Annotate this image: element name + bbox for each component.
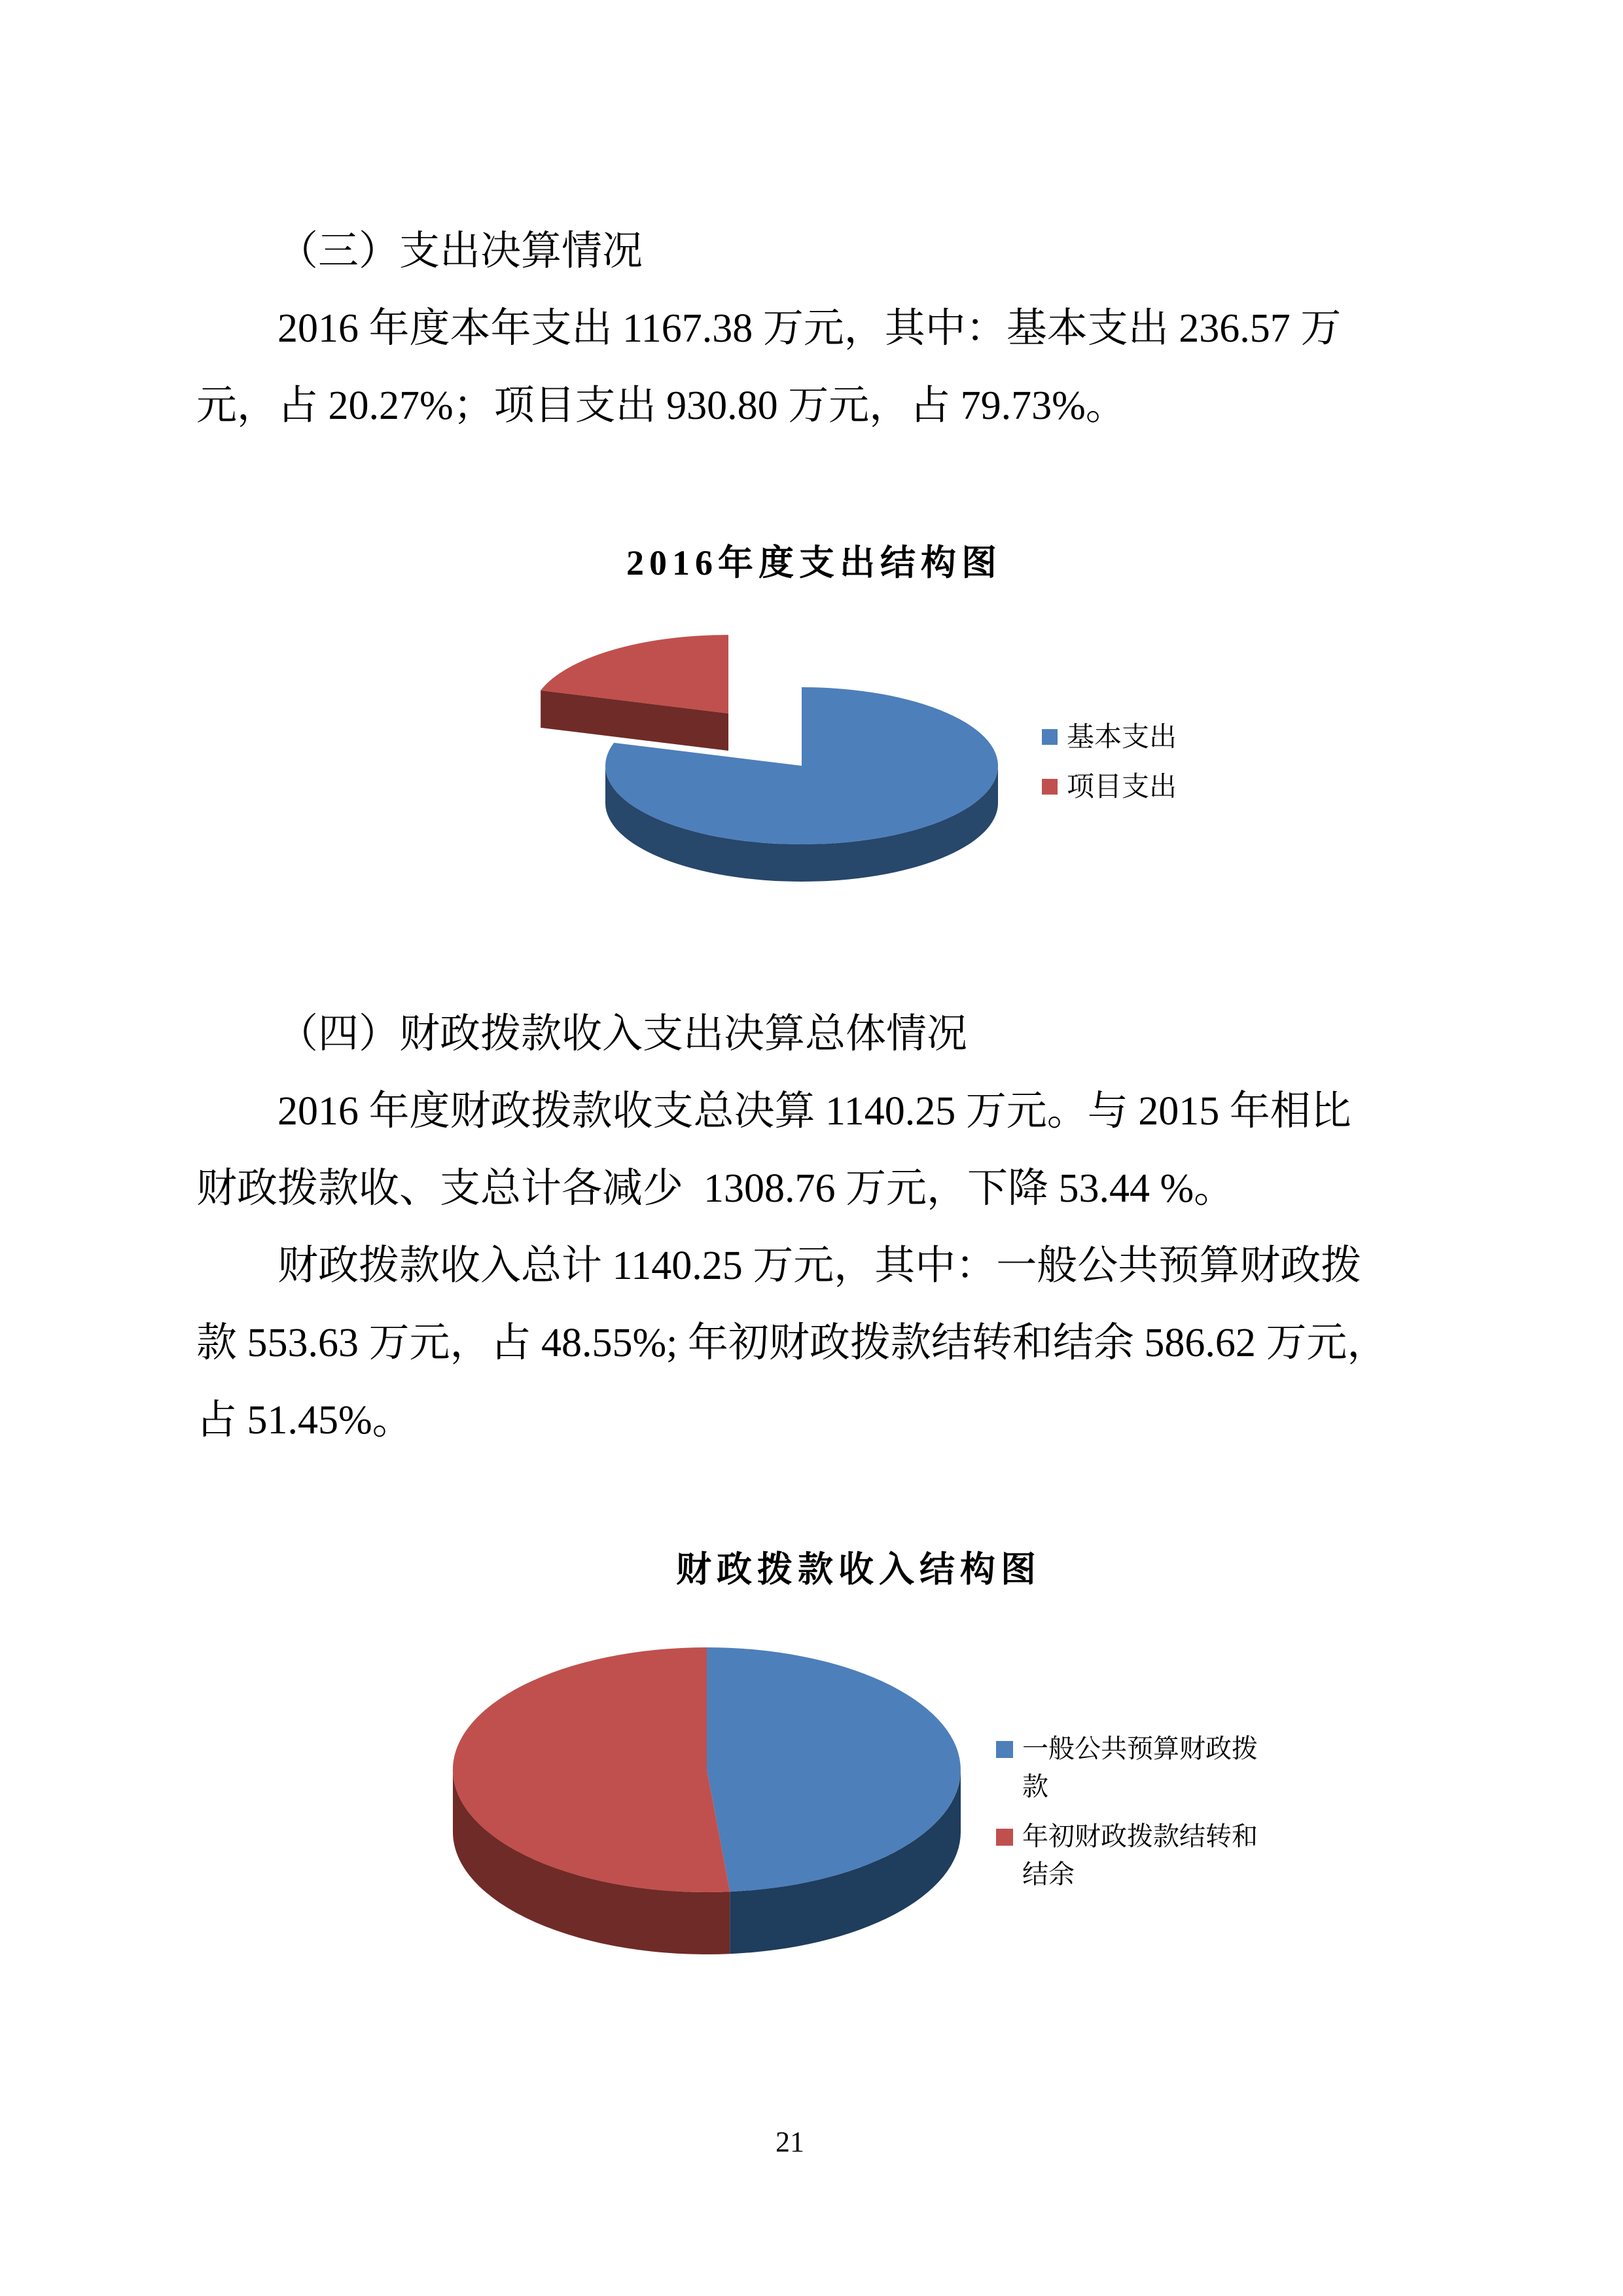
- para-1-line-1: 2016 年度本年支出 1167.38 万元，其中：基本支出 236.57 万: [277, 306, 1342, 351]
- legend-label-1-line-1: 基本支出: [1067, 723, 1177, 753]
- legend-label-2-line-1: 年初财政拨款结转和: [1022, 1821, 1258, 1851]
- para-2-line-1: 2016 年度财政拨款收支总决算 1140.25 万元。与 2015 年相比: [277, 1089, 1351, 1134]
- section-4-heading: （四）财政拨款收入支出决算总体情况: [277, 1012, 968, 1056]
- chart-2-title: 财政拨款收入结构图: [676, 1550, 1041, 1589]
- page-number: 21: [776, 2126, 804, 2158]
- para-3-line-1: 财政拨款收入总计 1140.25 万元，其中：一般公共预算财政拨: [277, 1244, 1362, 1288]
- legend-label-2-line-2: 结余: [1022, 1859, 1075, 1889]
- section-3-heading: （三）支出决算情况: [277, 229, 643, 274]
- legend-label-2-line-1: 项目支出: [1067, 772, 1177, 802]
- legend-label-1-line-2: 款: [1022, 1772, 1048, 1801]
- para-1-line-2: 元，占 20.27%；项目支出 930.80 万元，占 79.73%。: [196, 384, 1126, 428]
- funding-income-structure-pie-chart: [425, 1623, 1014, 2042]
- legend-label-1-line-1: 一般公共预算财政拨: [1022, 1734, 1258, 1763]
- chart-1-title: 2016年度支出结构图: [626, 543, 1002, 583]
- para-2-line-2: 财政拨款收、支总计各减少 1308.76 万元，下降 53.44 %。: [196, 1166, 1235, 1211]
- para-3-line-2: 款 553.63 万元，占 48.55%; 年初财政拨款结转和结余 586.62 万元，: [196, 1321, 1388, 1365]
- para-3-line-3: 占 51.45%。: [196, 1398, 413, 1443]
- expenditure-structure-pie-chart: [510, 602, 1047, 929]
